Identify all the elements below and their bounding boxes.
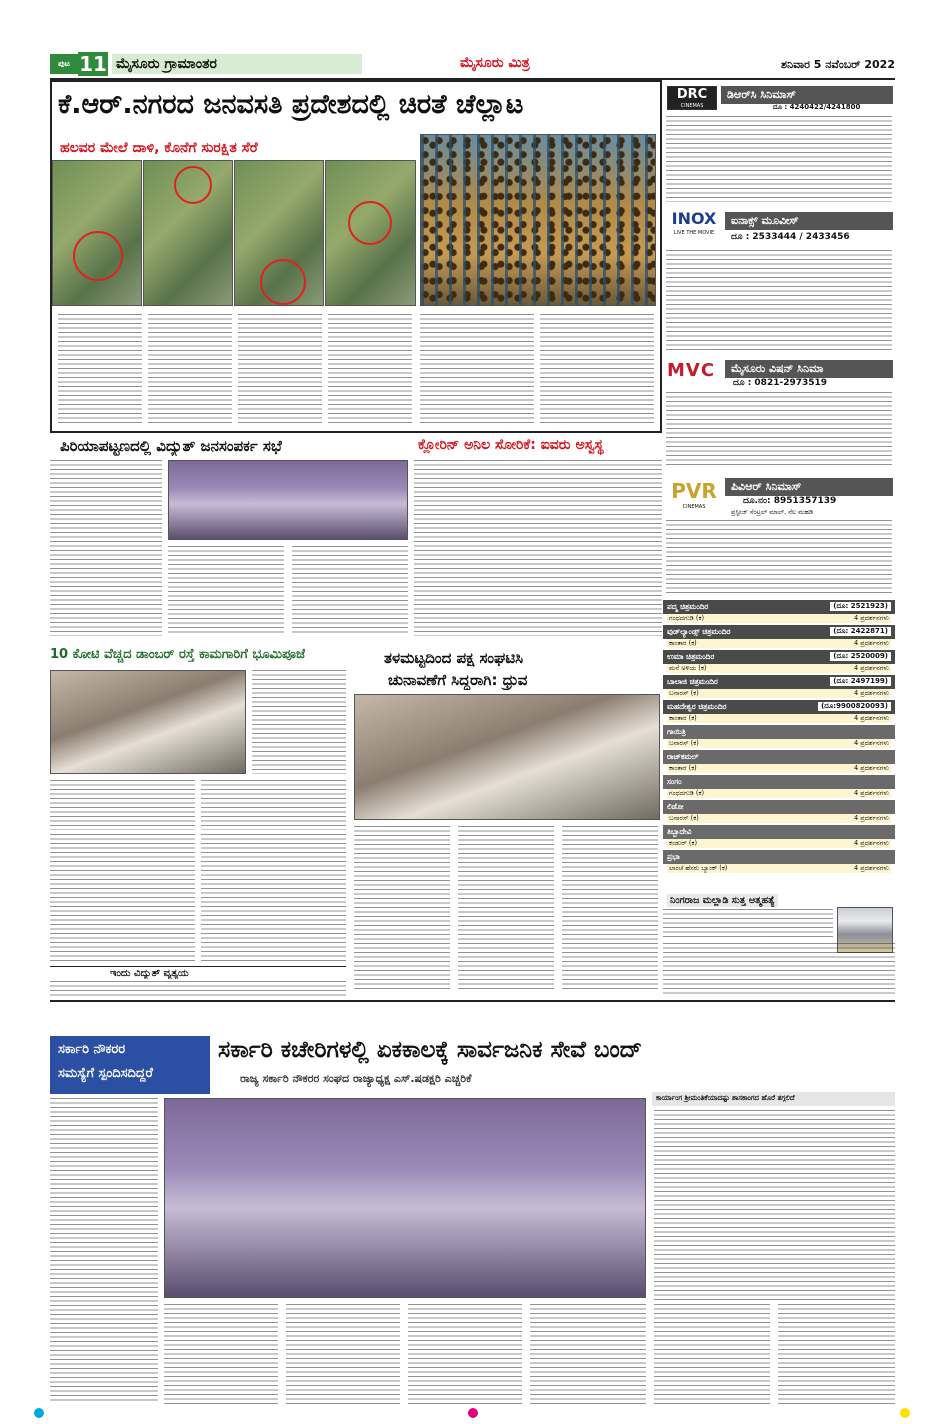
- film-listing: [667, 764, 891, 773]
- mvc-logo: [667, 360, 721, 386]
- theatre-name: ಉಮಾ ಚಿತ್ರಮಂದಿರ: [667, 652, 715, 661]
- power-cut-body: [50, 981, 346, 999]
- chlorine-headline: ಕ್ಲೋರಿನ್ ಅನಿಲ ಸೋರಿಕೆ: ಐವರು ಅಸ್ವಸ್ಥ: [418, 437, 604, 453]
- film-shows: 4 ಪ್ರದರ್ಶನಗಳು: [853, 664, 889, 672]
- party-photo: [354, 694, 660, 820]
- film-title: ಮನೆ ಅಳಿಯ (ಕ): [669, 664, 707, 672]
- theatre-phone: (ದೂ: 2497199): [830, 677, 891, 686]
- road-story: [50, 646, 346, 830]
- power-body-col-2: [168, 546, 284, 636]
- registration-mark-center: [468, 1408, 478, 1418]
- chlorine-story: [414, 436, 662, 642]
- film-shows: 4 ಪ್ರದರ್ಶನಗಳು: [853, 789, 889, 797]
- pvr-schedule: [666, 520, 892, 594]
- highlight-circle: [260, 259, 306, 305]
- road-body-col-1: [50, 780, 195, 830]
- bottom-subhead: ರಾಜ್ಯ ಸರ್ಕಾರಿ ನೌಕರರ ಸಂಘದ ರಾಜ್ಯಾಧ್ಯಕ್ಷ ಎಸ್.ಷಡಕ್ಷರಿ ಎಚ್ಚರಿಕೆ: [240, 1072, 472, 1085]
- bottom-story: [50, 1036, 895, 1408]
- film-listing: [667, 864, 891, 873]
- film-shows: 4 ಪ್ರದರ್ಶನಗಳು: [853, 689, 889, 697]
- registration-mark-left: [34, 1408, 44, 1418]
- theatre-phone: (ದೂ: 2520009): [830, 652, 891, 661]
- theatre-name: ಪ್ರಭಾ: [667, 852, 680, 861]
- road-body-side: [252, 670, 346, 774]
- highlight-circle: [174, 166, 212, 204]
- section-name: ಮೈಸೂರು ಗ್ರಾಮಾಂತರ: [112, 54, 362, 74]
- film-title: ಕಾಂತಾರ (ಕ): [669, 639, 697, 647]
- paper-name: ಮೈಸೂರು ಮಿತ್ರ: [460, 55, 530, 71]
- film-title: ಗಂಧದಗುಡಿ (ಕ): [669, 614, 705, 622]
- chlorine-body: [414, 460, 662, 636]
- lead-body-col-5: [420, 314, 534, 426]
- section-rule: [50, 1000, 895, 1002]
- film-title: ಬನಾರಸ್ (ಕ): [669, 689, 699, 697]
- pvr-address: ಪ್ರಸ್ಟೀಜ್ ಸೆಂಟ್ರಲ್ ಮಾಲ್, ನೆಲ ಮಹಡಿ: [731, 508, 813, 516]
- lead-photo-strip: [52, 160, 416, 306]
- theatre-name: ವುಡ್‌ಲ್ಯಾಂಡ್ಸ್ ಚಿತ್ರಮಂದಿರ: [667, 627, 731, 636]
- film-listing: [667, 739, 891, 748]
- leopard-photo-3: [234, 160, 324, 306]
- inox-block: [663, 208, 895, 354]
- theatre-phone: (ದೂ: 2521923): [830, 602, 891, 611]
- power-meeting-photo: [168, 460, 408, 540]
- inox-logo: [667, 208, 721, 244]
- party-headline-1: ತಳಮಟ್ಟದಿಂದ ಪಕ್ಷ ಸಂಘಟಿಸಿ: [384, 649, 524, 667]
- theatre-name: ರಾಜ್‌ಕಮಲ್: [667, 752, 699, 761]
- film-listing: [667, 664, 891, 673]
- film-shows: 4 ಪ್ರದರ್ಶನಗಳು: [853, 614, 889, 622]
- theatre-row: [663, 775, 895, 789]
- film-title: ಕಂಡುರ್ (ಕ): [669, 839, 698, 847]
- cinema-listings: [663, 84, 895, 596]
- drc-logo-text: DRC: [676, 87, 708, 102]
- obituary-headline: ನಿಂಗರಾಜ ಮಲ್ಲಾಡಿ ಸುತ್ತ ಆತ್ಮಹತ್ಯೆ: [667, 894, 778, 907]
- party-body-col-2: [458, 826, 554, 992]
- lead-story: [50, 80, 662, 433]
- bottom-body-col-3: [286, 1304, 400, 1404]
- issue-date: ಶನಿವಾರ 5 ನವೆಂಬರ್ 2022: [781, 58, 895, 71]
- road-headline: 10 ಕೋಟಿ ವೆಚ್ಚದ ಡಾಂಬರ್ ರಸ್ತೆ ಕಾಮಗಾರಿಗೆ ಭೂಮಿಪೂಜೆ: [50, 647, 306, 662]
- leopard-photo-1: [52, 160, 142, 306]
- theatre-name: ಬಾಲಾಜಿ ಚಿತ್ರಮಂದಿರ: [667, 677, 718, 686]
- mvc-phone: ದೂ : 0821-2973519: [733, 378, 828, 388]
- mvc-title: ಮೈಸೂರು ವಿಷನ್ ಸಿನಿಮಾ: [725, 360, 893, 378]
- theatre-name: ಮಹದೇಶ್ವರ ಚಿತ್ರಮಂದಿರ: [667, 702, 727, 711]
- mvc-logo-text: MVC: [667, 360, 716, 381]
- film-title: ಕಾಂತಾರ (ಕ): [669, 764, 697, 772]
- inox-schedule: [666, 250, 892, 352]
- leopard-photo-2: [143, 160, 233, 306]
- registration-mark-right: [900, 1408, 910, 1418]
- theatre-row: [663, 800, 895, 814]
- pvr-block: [663, 474, 895, 596]
- theatre-name: ತಿಬ್ಬಾದೇವಿ: [667, 827, 692, 836]
- film-listing: [667, 814, 891, 823]
- theatre-row: [663, 650, 895, 664]
- inox-logo-sub: LIVE THE MOVIE: [673, 230, 715, 236]
- theatre-container: [663, 600, 895, 890]
- page-number: 11: [79, 52, 107, 76]
- road-body-col-2: [201, 780, 346, 830]
- obituary-body-top: [663, 909, 833, 939]
- film-title: ಬನಾರಸ್ (ಕ): [669, 739, 699, 747]
- theatre-row: [663, 725, 895, 739]
- film-listing: [667, 839, 891, 848]
- theatre-name: ಪದ್ಮ ಚಿತ್ರಮಂದಿರ: [667, 602, 709, 611]
- road-photo: [50, 670, 246, 774]
- bottom-body-col-2: [164, 1304, 278, 1404]
- pvr-phone: ದೂ.ನಂ: 8951357139: [743, 496, 837, 506]
- bottom-group-photo: [164, 1098, 646, 1298]
- film-shows: 4 ಪ್ರದರ್ಶನಗಳು: [853, 714, 889, 722]
- lead-body-col-1: [58, 314, 142, 426]
- theatre-phone: (ದೂ: 2422871): [830, 627, 891, 636]
- drc-phone: ದೂ : 4240422/4241800: [773, 103, 861, 111]
- film-listing: [667, 714, 891, 723]
- bottom-kicker: [50, 1036, 210, 1094]
- lead-body-col-6: [540, 314, 654, 426]
- bottom-side-body: [654, 1110, 895, 1300]
- mvc-block: [663, 358, 895, 470]
- theatre-name: ಸಂಗಂ: [667, 777, 682, 786]
- drc-block: [663, 84, 895, 204]
- caged-leopard-photo: [420, 134, 656, 306]
- film-title: ಗಂಧದಗುಡಿ (ಕ): [669, 789, 705, 797]
- bottom-headline: ಸರ್ಕಾರಿ ಕಚೇರಿಗಳಲ್ಲಿ ಏಕಕಾಲಕ್ಕೆ ಸಾರ್ವಜನಿಕ ಸೇವೆ ಬಂದ್: [218, 1037, 642, 1063]
- power-body-col-1: [50, 460, 162, 636]
- film-shows: 4 ಪ್ರದರ್ಶನಗಳು: [853, 639, 889, 647]
- theatre-phone: (ದೂ:9900820093): [818, 702, 891, 711]
- lead-subhead: ಹಲವರ ಮೇಲೆ ದಾಳಿ, ಕೊನೆಗೆ ಸುರಕ್ಷಿತ ಸೆರೆ: [60, 140, 258, 156]
- pvr-logo-text: PVR: [671, 479, 717, 503]
- film-listing: [667, 639, 891, 648]
- drc-logo-sub: CINEMAS: [680, 103, 704, 109]
- obituary-story: [663, 893, 895, 997]
- film-shows: 4 ಪ್ರದರ್ಶನಗಳು: [853, 814, 889, 822]
- power-cut-story: [50, 966, 346, 998]
- masthead: [50, 52, 895, 76]
- film-listing: [667, 614, 891, 623]
- film-shows: 4 ಪ್ರದರ್ಶನಗಳು: [853, 764, 889, 772]
- drc-logo: [667, 86, 717, 110]
- highlight-circle: [73, 231, 123, 281]
- film-shows: 4 ಪ್ರದರ್ಶನಗಳು: [853, 864, 889, 872]
- film-listing: [667, 689, 891, 698]
- pvr-title: ಪಿವಿಆರ್ ಸಿನಿಮಾಸ್: [725, 478, 893, 496]
- pvr-logo-sub: CINEMAS: [682, 504, 706, 510]
- lead-headline: ಕೆ.ಆರ್.ನಗರದ ಜನವಸತಿ ಪ್ರದೇಶದಲ್ಲಿ ಚಿರತೆ ಚೆಲ್ಲಾಟ: [58, 89, 524, 120]
- lead-body-col-4: [328, 314, 412, 426]
- theatre-row: [663, 675, 895, 689]
- lead-body-col-3: [238, 314, 322, 426]
- theatre-row: [663, 700, 895, 714]
- obituary-body: [663, 943, 895, 995]
- theatre-row: [663, 625, 895, 639]
- drc-title: ಡಿಆರ್‌ಸಿ ಸಿನಿಮಾಸ್: [721, 86, 893, 104]
- power-cut-headline: ಇಂದು ವಿದ್ಯುತ್ ವ್ಯತ್ಯಯ: [110, 968, 189, 979]
- inox-logo-text: INOX: [671, 209, 717, 228]
- film-title: ಲಾಂಚೆ ಹೆಸರು ಬ್ಯಾಂಕ್ (ಕ): [669, 864, 728, 872]
- film-title: ಕಾಂತಾರ (ಕ): [669, 714, 697, 722]
- leopard-photo-4: [325, 160, 416, 306]
- theatre-row: [663, 600, 895, 614]
- party-headline-2: ಚುನಾವಣೆಗೆ ಸಿದ್ಧರಾಗಿ: ಧ್ರುವ: [388, 671, 528, 689]
- road-body-col-3: [50, 834, 195, 964]
- theatre-row: [663, 850, 895, 864]
- bottom-body-col-6: [654, 1304, 770, 1404]
- power-meeting-story: [50, 436, 410, 642]
- bottom-side-headline-bar: [652, 1092, 895, 1106]
- inox-phone: ದೂ : 2533444 / 2433456: [731, 232, 850, 242]
- pvr-logo: [667, 478, 721, 516]
- party-body-col-3: [562, 826, 658, 992]
- chlorine-headline-bar: [414, 436, 662, 456]
- page-label: ಪುಟ: [50, 54, 78, 74]
- power-body-col-3: [292, 546, 408, 636]
- theatre-row: [663, 825, 895, 839]
- film-listing: [667, 789, 891, 798]
- bottom-kicker-1: ಸರ್ಕಾರಿ ನೌಕರರ: [58, 1042, 126, 1057]
- theatre-list: [663, 600, 895, 890]
- bottom-body-col-1: [50, 1098, 158, 1404]
- bottom-kicker-2: ಸಮಸ್ಯೆಗೆ ಸ್ಪಂದಿಸದಿದ್ದರೆ: [58, 1066, 153, 1081]
- theatre-name: ಲಿಡೋ: [667, 802, 684, 811]
- bottom-side-headline: ಕಾರ್ಯಾಂಗ ಶ್ರೀಮಂತಿಕೆಯಾದಷ್ಟು ಶಾಸಕಾಂಗದ ಹೊರೆ ತಗ್ಗಲಿದೆ: [656, 1094, 795, 1102]
- party-story: [350, 646, 662, 996]
- mvc-schedule: [666, 392, 892, 468]
- power-headline: ಪಿರಿಯಾಪಟ್ಟಣದಲ್ಲಿ ವಿದ್ಯುತ್ ಜನಸಂಪರ್ಕ ಸಭೆ: [60, 437, 282, 455]
- film-shows: 4 ಪ್ರದರ್ಶನಗಳು: [853, 839, 889, 847]
- theatre-name: ಗಾಯಿತ್ರಿ: [667, 727, 686, 736]
- film-title: ಬನಾರಸ್ (ಕ): [669, 814, 699, 822]
- party-body-col-1: [354, 826, 450, 992]
- lead-body-col-2: [148, 314, 232, 426]
- road-body-col-4: [201, 834, 346, 964]
- theatre-row: [663, 750, 895, 764]
- inox-title: ಐನಾಕ್ಸ್ ಮೂವೀಸ್: [725, 212, 893, 230]
- bottom-body-col-7: [778, 1304, 895, 1404]
- highlight-circle: [348, 201, 392, 245]
- bottom-body-col-4: [408, 1304, 522, 1404]
- drc-schedule: [666, 116, 892, 202]
- film-shows: 4 ಪ್ರದರ್ಶನಗಳು: [853, 739, 889, 747]
- bottom-body-col-5: [530, 1304, 646, 1404]
